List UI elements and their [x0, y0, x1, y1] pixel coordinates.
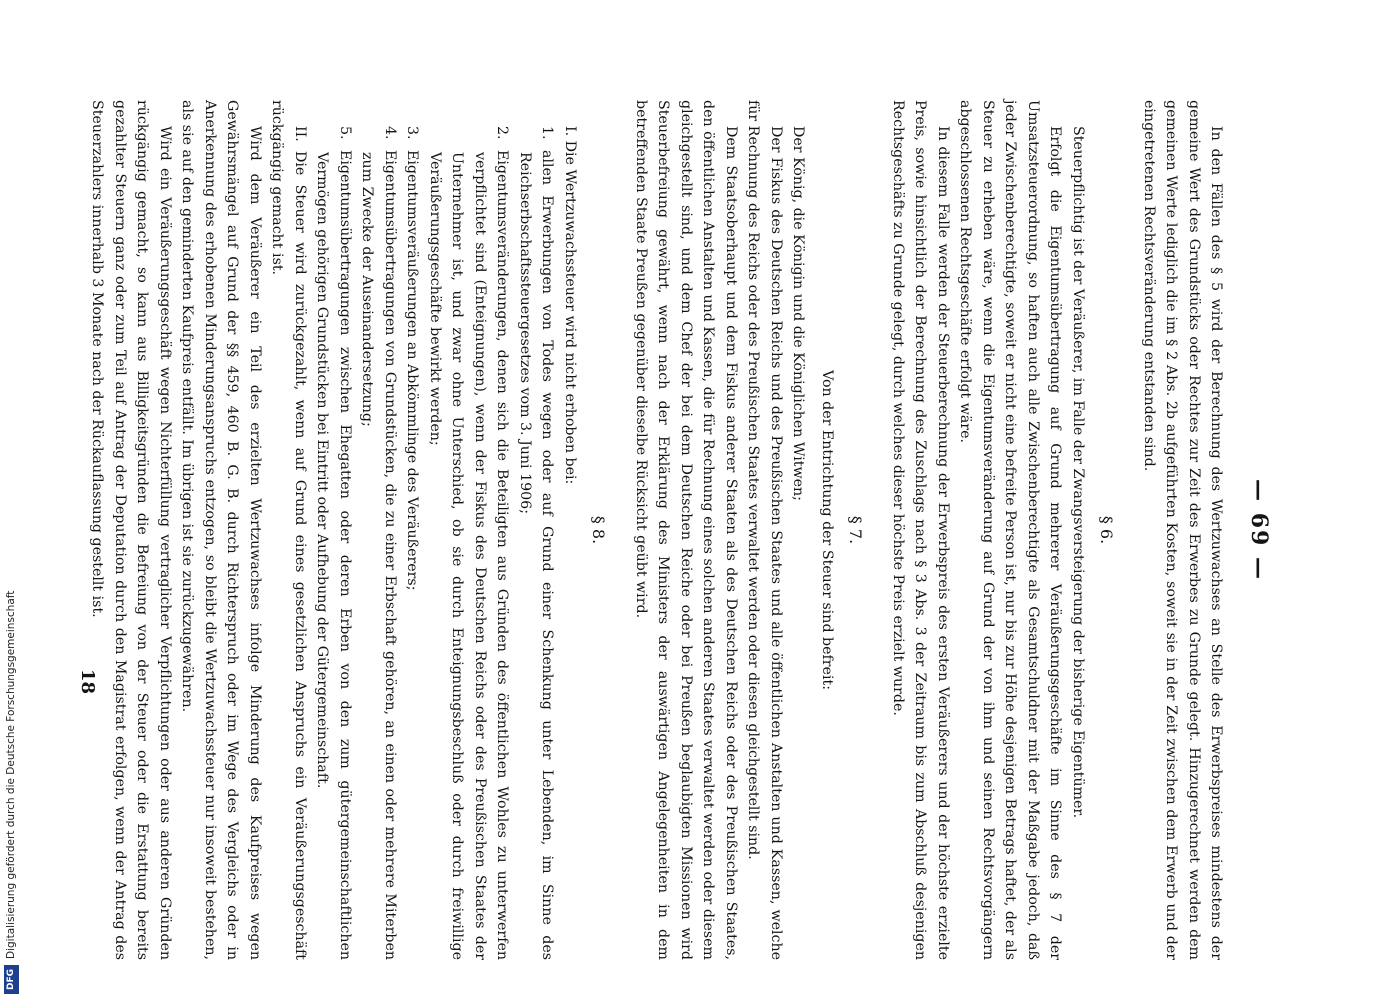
- section-8-part-2-paragraph-3: Wird ein Veräußerungsgeschäft wegen Nichterfüllung vertraglicher Verpflichtungen oder aus anderen Gründen rückgängig gemacht, so kann aus Billigkeitsgründen die Befreiung von der Steuer oder die Erstattung bereits gezahlter Steuern ganz oder zum Teil auf Antrag der Deputation durch den Magistrat erfolgen, wenn der Antrag des Steuerzahlers innerhalb 3 Monate nach der Rückauflassung gestellt ist.: [89, 100, 173, 960]
- list-item: 1.allen Erwerbungen von Todes wegen oder auf Grund einer Schenkung unter Lebenden, im Sinne des Reichserbschaftssteuergesetzes vom 3. Juni 1906;: [517, 126, 556, 960]
- list-item: 4.Eigentumsübertragungen von Grundstücken, die zu einer Erbschaft gehören, an einen oder mehrere Miterben zum Zwecke der Auseinandersetzung;: [359, 126, 398, 960]
- section-7-heading: Von der Entrichtung der Steuer sind befreit:: [819, 370, 835, 690]
- section-8-part-2-paragraph-2: Wird dem Veräußerer ein Teil des erzielten Wertzuwachses infolge Minderung des Kaufpreises wegen Gewährsmängel auf Grund der §§ 459, 460 B. G. B. durch Richterspruch oder im Wege des Vergleichs oder in Anerkennung des erhobenen Minderungsanspruchs entzogen, so bleibt die Wertzuwachssteuer nur insoweit bestehen, als sie auf den geminderten Kaufpreis entfällt. Im übrigen ist sie zurückzugewähren.: [179, 100, 263, 960]
- section-8-part-1-intro: I. Die Wertzuwachssteuer wird nicht erhoben bei:: [562, 126, 578, 485]
- section-6-paragraph-1: Steuerpflichtig ist der Veräußerer, im Falle der Zwangsversteigerung der bisherige Eigentümer.: [1070, 126, 1086, 819]
- intro-paragraph: In den Fällen des § 5 wird der Berechnung des Wertzuwachses an Stelle des Erwerbspreises mindestens der gemeine Wert des Grundstücks oder Rechtes zur Zeit des Erwerbes zu Grunde gelegt. Hinzugerechnet werden dem gemeinen Werte lediglich die im § 2 Abs. 2b aufgeführten Kosten, soweit sie in der Zeit zwischen dem Erwerb und der eingetretenen Rechtsveränderung entstanden sind.: [1141, 100, 1225, 960]
- dfg-logo: DFG: [4, 965, 19, 994]
- section-6-title: § 6.: [1097, 515, 1117, 545]
- section-7-title: § 7.: [846, 515, 866, 545]
- list-item: 3.Eigentumsveräußerungen an Abkömmlinge des Veräußerers;: [404, 126, 421, 591]
- section-8-title: § 8.: [589, 515, 609, 545]
- list-item: 2.Eigentumsveränderungen, denen sich die Beteiligten aus Gründen des öffentlichen Wohles zu unterwerfen verpflichtet sind (Enteignungen), wenn der Fiskus des Deutschen Reichs oder des Preußischen Staates der Unternehmer ist, und zwar ohne Unterschied, ob sie durch Enteignungsbeschluß oder durch freiwillige Veräußerungsgeschäfte bewirkt werden;: [427, 126, 511, 960]
- digitization-credit: [0, 0, 22, 1000]
- page-number-top: — 69 —: [1246, 479, 1272, 581]
- section-7-paragraph-1: Der König, die Königin und die Königlichen Witwen;: [790, 126, 807, 501]
- section-6-paragraph-3: In diesem Falle werden der Steuerberechnung der Erwerbspreis des ersten Veräußerers und der höchste erzielte Preis, sowie hinsichtlich der Berechnung des Zuschlags nach § 3 Abs. 3 der Zeitraum bis zum Abschluß desjenigen Rechtsgeschäfts zu Grunde gelegt, durch welches dieser höchste Preis erzielt wurde.: [890, 100, 951, 960]
- section-6-paragraph-2: Erfolgt die Eigentumsübertragung auf Grund mehrerer Veräußerungsgeschäfte im Sinne des § 7 der Umsatzsteuerordnung, so haften auch alle Zwischenberechtigte als Gesamtschuldner mit der Maßgabe jedoch, daß jeder Zwischenberechtigte, soweit er nicht eine befreite Person ist, nur bis zur Höhe desjenigen Betrags haftet, der als Steuer zu erheben wäre, wenn die Eigentumsveränderung auf Grund der von ihm und seinen Rechtsvorgängern abgeschlossenen Rechtsgeschäfte erfolgt wäre.: [957, 100, 1064, 960]
- list-item: 5.Eigentumsübertragungen zwischen Ehegatten oder deren Erben von den zum gütergemeinschaftlichen Vermögen gehörigen Grundstücken bei Eintritt oder Aufhebung der Gütergemeinschaft.: [314, 126, 353, 960]
- section-7-paragraph-3: Dem Staatsoberhaupt und dem Fiskus anderer Staaten als des Deutschen Reichs oder des Preußischen Staates, den öffentlichen Anstalten und Kassen, die für Rechnung eines solchen anderen Staates verwaltet werden oder diesem gleichgestellt sind, und dem Chef der bei dem Deutschen Reiche oder bei Preußen beglaubigten Missionen wird Steuerbefreiung gewährt, wenn nach der Erklärung des Ministers der auswärtigen Angelegenheiten in dem betreffenden Staate Preußen gegenüber dieselbe Rücksicht geübt wird.: [633, 100, 739, 960]
- section-7-paragraph-2: Der Fiskus des Deutschen Reichs und des Preußischen Staates und alle öffentlichen Anstalten und Kassen, welche für Rechnung des Reichs oder des Preußischen Staates verwaltet werden oder diesen gleichgestellt sind.: [745, 100, 784, 960]
- page-number-bottom: 18: [77, 669, 98, 695]
- section-8-list: [311, 100, 559, 960]
- credit-text: Digitalisierung gefördert durch die Deutsche Forschungsgemeinschaft: [5, 590, 17, 959]
- section-8-part-2-paragraph-1: II. Die Steuer wird zurückgezahlt, wenn auf Grund eines gesetzlichen Anspruchs ein Veräußerungsgeschäft rückgängig gemacht ist.: [269, 100, 308, 960]
- scanned-page: [89, 100, 1272, 960]
